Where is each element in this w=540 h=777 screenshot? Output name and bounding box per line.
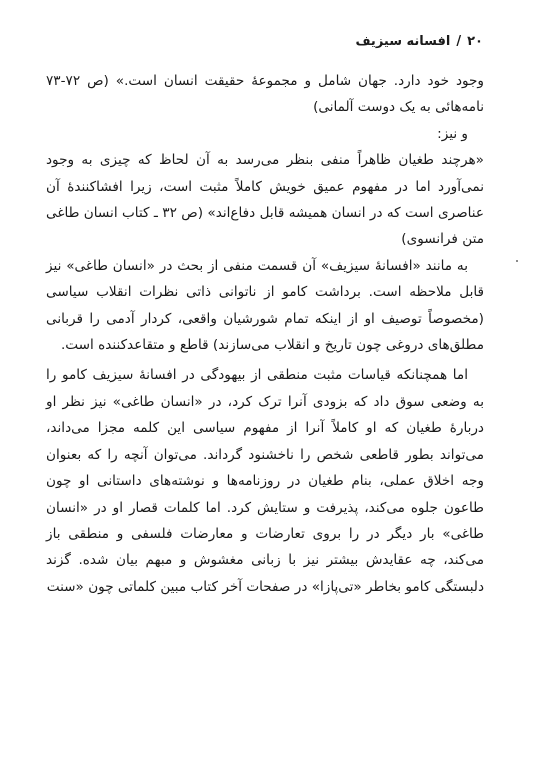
book-title: افسانه سیزیف <box>355 34 451 49</box>
paragraph-quote: «هرچند طغیان ظاهراً منفی بنظر می‌رسد به آن لحاظ که چیزی به وجود نمی‌آورد اما در مفهوم عمیق خویش کاملاً مثبت است، زیرا افشاکنندهٔ آن عناصری است که در انسان همیشه قابل دفاع‌اند» (ص ۳۲ ـ کتاب انسان طاغی متن فرانسوی) <box>46 152 484 248</box>
body-text <box>46 68 484 600</box>
running-header <box>349 33 483 51</box>
paragraph-continuation: وجود خود دارد. جهان شامل و مجموعهٔ حقیقت انسان است.» (ص ۷۲-۷۳ نامه‌هائی به یک دوست آلمانی) <box>46 73 484 116</box>
margin-dot <box>516 260 518 262</box>
header-separator: / <box>456 34 462 49</box>
paragraph-rebel-critique: اما همچنانکه قیاسات مثبت منطقی از بیهودگی در افسانهٔ سیزیف کامو را به وضعی سوق داد که بزودی آنرا ترک کرد، در «انسان طاغی» نیز نظر او دربارهٔ طغیان که او کاملاً آنرا از مفهوم سیاسی این کلمه مجزا می‌داند، می‌تواند بطور قاطعی شخص را ناخشنود گرداند. می‌توان آنچه را که بعنوان وجه اخلاق عملی، بنام طغیان در روزنامه‌ها و نوشته‌های داستانی او چون طاعون جلوه می‌کند، پذیرفت و ستایش کرد. اما کلمات قصار او در «انسان طاغی» بار دیگر در را بروی تعارضات و معارضات فلسفی و منطقی باز می‌کند، چه عقایدش بیشتر نیز با زبانی مغشوش و مبهم بیان شده. گزند دلبستگی کامو بخاطر «تی‌پازا» در صفحات آخر کتاب مبین کلماتی چون «سنت <box>46 367 484 595</box>
page-number: ۲۰ <box>467 34 483 49</box>
paragraph-also: و نیز: <box>437 125 468 142</box>
paragraph-myth-comparison: به مانند «افسانهٔ سیزیف» آن قسمت منفی از بحث در «انسان طاغی» نیز قابل ملاحظه است. برداشت کامو از ناتوانی ذاتی نظرات انقلاب سیاسی (مخصوصاً توصیف او از اینکه تمام شورشیان واقعی، کردار آدمی را قربانی مطلق‌های دروغی چون تاریخ و انقلاب می‌سازند) قاطع و متقاعدکننده است. <box>46 257 484 354</box>
